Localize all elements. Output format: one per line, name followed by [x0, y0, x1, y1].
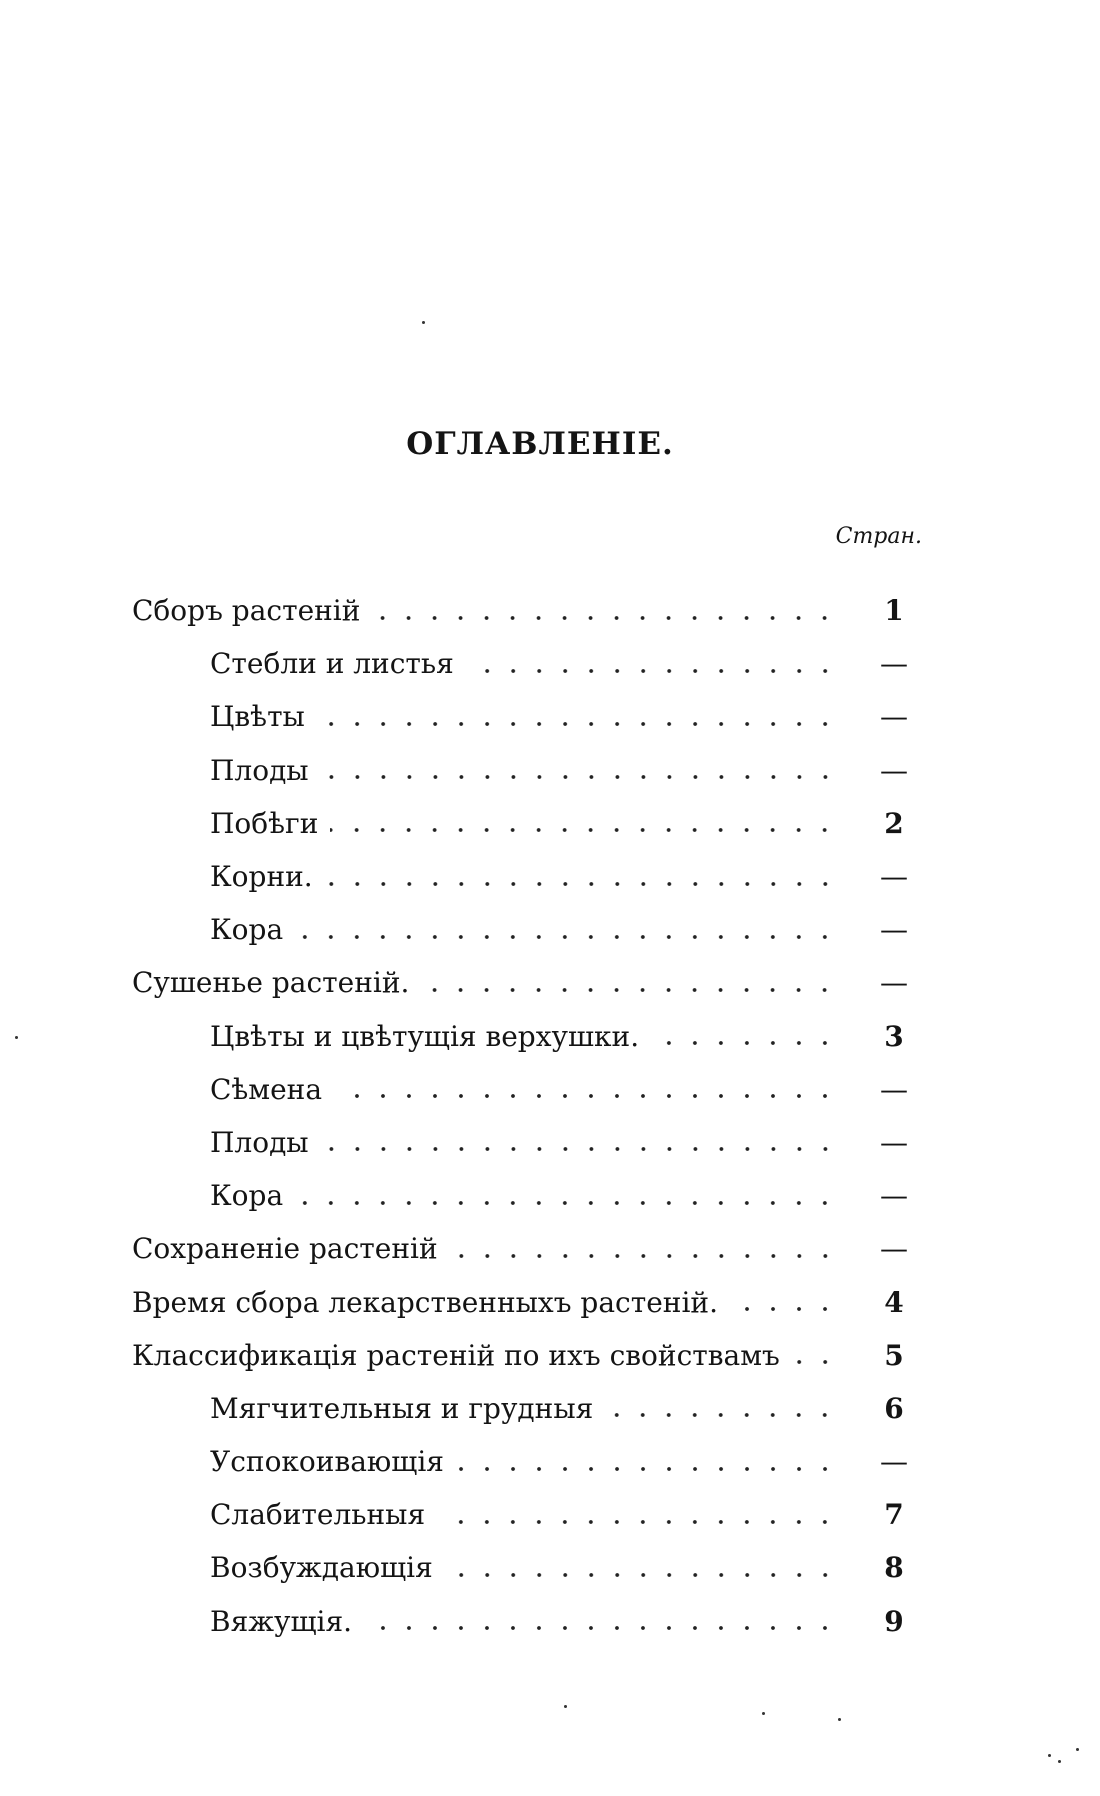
print-speck [1048, 1754, 1051, 1757]
toc-entry-page: 7 [884, 1498, 904, 1532]
toc-entry [132, 1222, 922, 1275]
print-speck [422, 321, 425, 324]
toc-entry [132, 1382, 922, 1435]
dot-leader [317, 719, 838, 729]
toc-entry-label: Побѣги [210, 806, 319, 840]
toc-entry-page: — [880, 753, 908, 787]
dot-leader [437, 1517, 838, 1527]
toc-entry-page: — [880, 860, 908, 894]
toc-entry [132, 1329, 922, 1382]
dot-leader [364, 1623, 838, 1633]
toc-entry-label: Сѣмена [210, 1072, 323, 1106]
toc-entry-label: Успокоивающія [210, 1445, 444, 1479]
dot-leader [325, 879, 838, 889]
toc-entry-page: 1 [884, 594, 904, 628]
toc-entry-page: — [880, 966, 908, 1000]
dot-leader [321, 772, 838, 782]
toc-entry-page: 4 [884, 1285, 904, 1319]
toc-entry [132, 1116, 922, 1169]
dot-leader [456, 1464, 838, 1474]
toc-entry [132, 956, 922, 1009]
toc-entry-label: Вяжущія. [210, 1604, 353, 1638]
toc-entry-page: 8 [884, 1551, 904, 1585]
toc-entry-label: Цвѣты и цвѣтущія верхушки. [210, 1019, 640, 1053]
toc-entry-page: — [880, 913, 908, 947]
toc-entry [132, 1435, 922, 1488]
toc-entry-label: Слабительныя [210, 1498, 426, 1532]
toc-entry [132, 690, 922, 743]
toc-entry-page: — [880, 1072, 908, 1106]
dot-leader [334, 1091, 838, 1101]
toc-entry-label: Кора [210, 913, 284, 947]
toc-entry-page: 6 [884, 1391, 904, 1425]
toc-entry-page: — [880, 647, 908, 681]
toc-entry [132, 1541, 922, 1594]
print-speck [564, 1705, 567, 1708]
toc-entry-label: Корни. [210, 860, 313, 894]
dot-leader [605, 1410, 838, 1420]
toc-entry-label: Сохраненіе растеній [132, 1232, 438, 1266]
toc-entry-label: Плоды [210, 753, 309, 787]
toc-entry-label: Стебли и листья [210, 647, 454, 681]
dot-leader [651, 1038, 838, 1048]
dot-leader [792, 1357, 838, 1367]
toc-entry [132, 1595, 922, 1648]
dot-leader [295, 1198, 838, 1208]
dot-leader [321, 1144, 838, 1154]
toc-entry [132, 1010, 922, 1063]
toc-entry-label: Классификація растеній по ихъ свойствамъ [132, 1338, 780, 1372]
dot-leader [466, 666, 838, 676]
toc-entry-label: Возбуждающія [210, 1551, 433, 1585]
toc-entry-page: 5 [884, 1338, 904, 1372]
dot-leader [445, 1570, 838, 1580]
toc-entry [132, 850, 922, 903]
toc-entry-label: Кора [210, 1179, 284, 1213]
toc-entry-page: — [880, 1232, 908, 1266]
dot-leader [421, 985, 838, 995]
toc-entry [132, 797, 922, 850]
toc-entry-page: — [880, 1179, 908, 1213]
print-speck [1076, 1748, 1079, 1751]
toc-entry-label: Цвѣты [210, 700, 305, 734]
toc-entry [132, 744, 922, 797]
dot-leader [730, 1304, 838, 1314]
toc-entry-page: — [880, 1445, 908, 1479]
dot-leader [372, 613, 838, 623]
toc-entry-page: — [880, 700, 908, 734]
toc-entry [132, 1063, 922, 1116]
print-speck [838, 1718, 841, 1721]
toc-entry-page: — [880, 1125, 908, 1159]
toc-entry [132, 1488, 922, 1541]
page-column-label: Стран. [835, 524, 922, 549]
dot-leader [295, 932, 838, 942]
print-speck [762, 1712, 765, 1715]
toc-entry-page: 9 [884, 1604, 904, 1638]
page-title: ОГЛАВЛЕНІЕ. [406, 426, 674, 462]
toc-entry-page: 3 [884, 1019, 904, 1053]
toc-entry-label: Плоды [210, 1125, 309, 1159]
print-speck [1058, 1760, 1061, 1763]
toc-entry-label: Сборъ растеній [132, 594, 361, 628]
toc-entry [132, 584, 922, 637]
toc-entry [132, 903, 922, 956]
toc-entry-label: Сушенье растеній. [132, 966, 410, 1000]
toc-entry [132, 1169, 922, 1222]
toc-entry-page: 2 [884, 806, 904, 840]
table-of-contents [132, 584, 922, 1648]
dot-leader [450, 1251, 838, 1261]
toc-entry [132, 637, 922, 690]
dot-leader [330, 825, 838, 835]
toc-entry-label: Время сбора лекарственныхъ растеній. [132, 1285, 718, 1319]
toc-entry-label: Мягчительныя и грудныя [210, 1391, 594, 1425]
toc-entry [132, 1275, 922, 1328]
print-speck [15, 1036, 18, 1039]
